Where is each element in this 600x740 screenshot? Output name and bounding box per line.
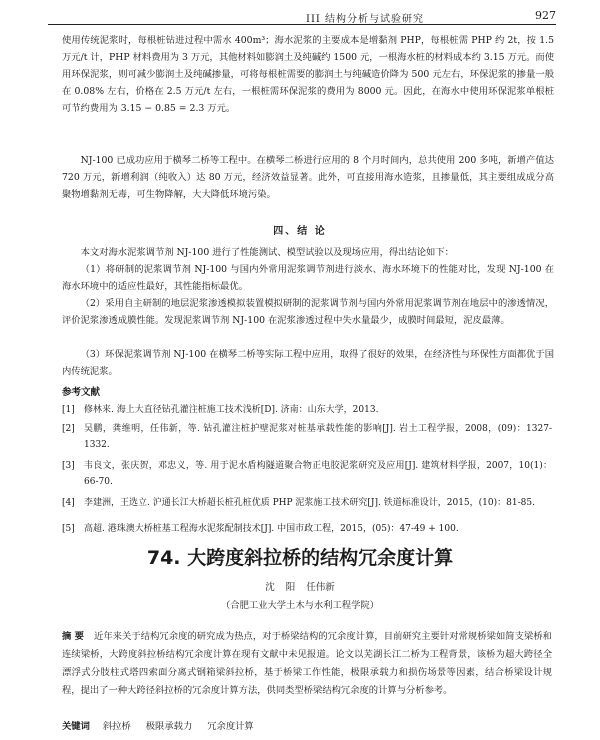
paragraph-conclusion-3: （3）环保泥浆调节剂 NJ-100 在横琴二桥等实际工程中应用，取得了很好的效果，在经济性与环保性方面都优于国内传统泥浆。 — [62, 349, 554, 377]
section-heading-conclusion: 四、结 论 — [273, 226, 327, 237]
reference-item — [62, 495, 552, 511]
abstract-label: 摘 要 — [62, 631, 84, 642]
keywords — [62, 718, 266, 732]
reference-text: 韦良文，张庆贺，邓忠义，等. 用于泥水盾构隧道聚合物正电胶泥浆研究及应用[J]. 建筑材料学报，2007，10(1)：66-70. — [84, 461, 552, 487]
reference-number: [4] — [62, 498, 75, 508]
references-heading: 参考文献 — [62, 387, 101, 398]
reference-text: 吴鹏，龚维明，任伟新，等. 钻孔灌注桩护壁泥浆对桩基承载性能的影响[J]. 岩土工程学报，2008，(09)：1327-1332. — [84, 424, 552, 450]
keyword-item: 极限承载力 — [145, 721, 193, 732]
article-title: 74. 大跨度斜拉桥的结构冗余度计算 — [146, 547, 454, 569]
article-authors: 沈 阳 任伟新 — [265, 582, 335, 593]
paragraph-conclusion-intro: 本文对海水泥浆调节剂 NJ-100 进行了性能测试、模型试验以及现场应用，得出结论如下： — [80, 247, 454, 258]
reference-number: [1] — [62, 405, 75, 415]
reference-text: 修林来. 海上大直径钻孔灌注桩施工技术浅析[D]. 济南：山东大学，2013. — [84, 405, 379, 415]
paragraph-cost-analysis: 使用传统泥浆时，每根桩钻进过程中需水 400m³；海水泥浆的主要成本是增黏剂 PHP，每根桩需 PHP 约 2t，按 1.5 万元/t 计，PHP 材料费用为 3 万元，其他材料如膨润土及纯碱约 1500 元，一根海水桩的材料成本约 3.15 万元。而使用环保泥浆，则可减少膨润土及纯碱掺量，可将每根桩需要的膨润土与纯碱造价降为 500 元左右，环保泥浆的掺量一般在 0.08% 左右，价格在 2.5 万元/t 左右，一根桩需环保泥浆的费用为 8000 元。因此，在海水中使用环保泥浆单根桩可节约费用为 3.15 − 0.85 = 2.3 万元。 — [62, 35, 554, 114]
reference-number: [5] — [62, 524, 75, 534]
reference-text: 高超. 港珠澳大桥桩基工程海水泥浆配制技术[J]. 中国市政工程，2015，(05)：47-49 + 100. — [84, 524, 459, 534]
abstract-text: 近年来关于结构冗余度的研究成为热点，对于桥梁结构的冗余度计算，目前研究主要针对常规桥梁如简支梁桥和连续梁桥，大跨度斜拉桥结构冗余度计算在现有文献中未见报道。论文以芜湖长江二桥为工程背景，该桥为超大跨径全漂浮式分肢柱式塔四索面分离式钢箱梁斜拉桥，基于桥梁工作性能，极限承载力和损伤场景等因素，结合桥梁设计规程，提出了一种大跨径斜拉桥的冗余度计算方法，供同类型桥梁结构冗余度的计算与分析参考。 — [62, 631, 552, 696]
keyword-item: 斜拉桥 — [102, 721, 131, 732]
keywords-label: 关键词 — [62, 721, 90, 732]
running-header — [48, 8, 556, 25]
reference-item — [62, 421, 552, 453]
reference-item — [62, 402, 552, 418]
paragraph-application: NJ-100 已成功应用于横琴二桥等工程中。在横琴二桥进行应用的 8 个月时间内，总共使用 200 多吨，新增产值达 720 万元，新增利润（纯收入）达 80 万元，经济效益显著。此外，可直接用海水造浆，且掺量低，其主要组成成分高聚物增黏剂无毒，可生物降解，大大降低环境污染。 — [62, 155, 554, 200]
abstract — [62, 628, 552, 700]
page-number: 927 — [535, 9, 556, 22]
article-affiliation: （合肥工业大学土木与水利工程学院） — [220, 600, 380, 611]
section-name: III 结构分析与试验研究 — [306, 14, 425, 25]
reference-item — [62, 458, 552, 490]
paragraph-conclusion-1: （1）将研制的泥浆调节剂 NJ-100 与国内外常用泥浆调节剂进行淡水、海水环境下的性能对比，发现 NJ-100 在海水环境中的适应性最好，其性能指标最优。 — [62, 264, 554, 292]
reference-item — [62, 521, 552, 537]
reference-number: [3] — [62, 461, 75, 471]
keyword-item: 冗余度计算 — [207, 721, 254, 732]
paragraph-conclusion-2: （2）采用自主研制的地层泥浆渗透模拟装置模拟研制的泥浆调节剂与国内外常用泥浆调节剂在地层中的渗透情况，评价泥浆渗透成膜性能。发现泥浆调节剂 NJ-100 在泥浆渗透过程中失水量最少，成膜时间最短，泥皮最薄。 — [62, 298, 554, 326]
reference-text: 李建洲，王选立. 沪通长江大桥超长桩孔桩优质 PHP 泥浆施工技术研究[J]. 铁道标准设计，2015，(10)：81-85. — [84, 498, 535, 508]
reference-number: [2] — [62, 424, 75, 434]
